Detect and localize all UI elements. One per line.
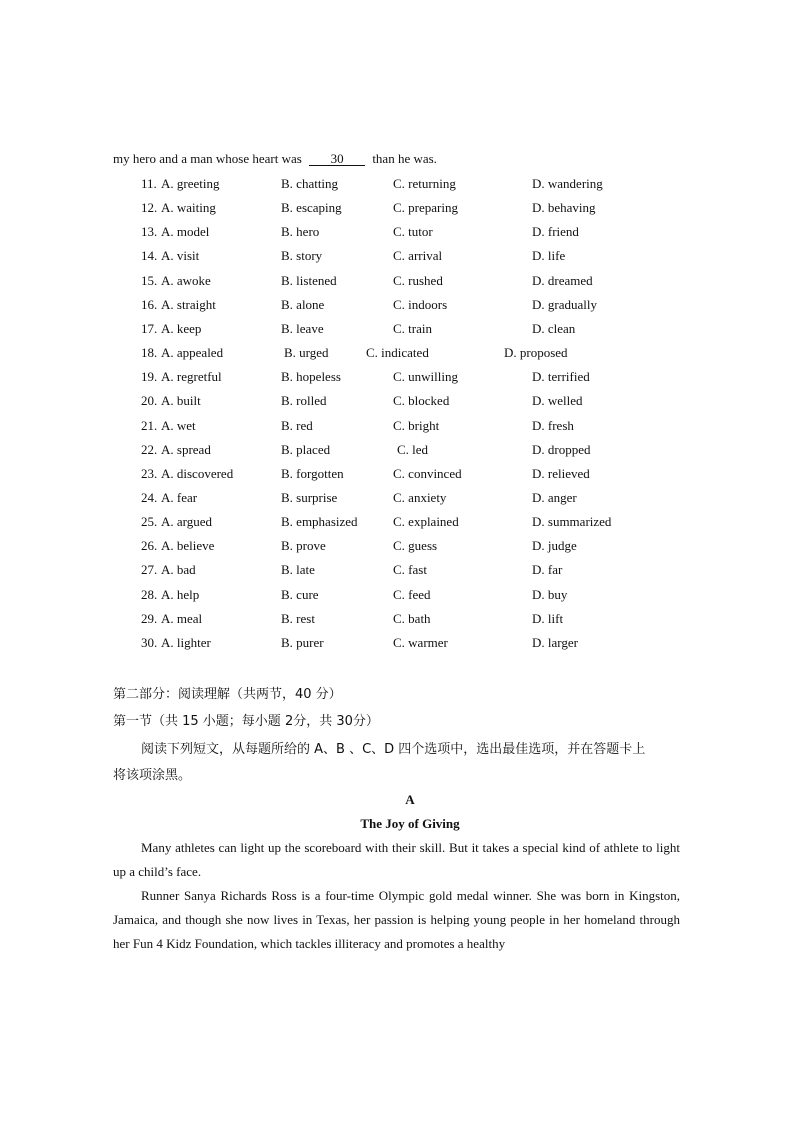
- option-c: C. convinced: [393, 465, 462, 481]
- option-b: B. leave: [281, 320, 324, 336]
- option-d: D. gradually: [532, 296, 597, 312]
- question-number: 28.: [141, 586, 158, 602]
- option-a: A. believe: [161, 538, 215, 554]
- question-row: [0, 466, 794, 486]
- question-row: [0, 418, 794, 438]
- option-c: C. feed: [393, 586, 431, 602]
- option-b: B. prove: [281, 538, 326, 554]
- question-row: [0, 538, 794, 558]
- option-d: D. far: [532, 562, 563, 578]
- option-d: D. relieved: [532, 465, 590, 481]
- option-a: A. greeting: [161, 176, 220, 191]
- option-d: D. larger: [532, 634, 578, 650]
- option-a: A. wet: [161, 417, 196, 433]
- option-d: D. fresh: [532, 417, 574, 433]
- option-b: B. escaping: [281, 200, 342, 216]
- question-number: 18.: [141, 345, 158, 361]
- option-c: C. warmer: [393, 634, 448, 650]
- question-number: 16.: [141, 296, 158, 312]
- option-d: D. clean: [532, 320, 576, 336]
- question-number: 14.: [141, 248, 158, 264]
- option-a: A. argued: [161, 514, 213, 530]
- question-number: 24.: [141, 489, 158, 505]
- question-row: [0, 442, 794, 462]
- option-a: A. visit: [161, 248, 200, 264]
- passage-paragraph-2: Runner Sanya Richards Ross is a four-time Olympic gold medal winner. She was born in Kingston, Jamaica, and though she now lives in Texas, her passion is helping young people in her homeland through her Fun 4 Kidz Foundation, which tackles illiteracy and promotes a healthy: [113, 888, 680, 951]
- part-title: 第二部分：阅读理解（共两节，40 分）: [113, 687, 342, 702]
- option-a: A. appealed: [161, 345, 224, 361]
- question-number: 27.: [141, 562, 158, 578]
- option-b: B. hopeless: [281, 369, 341, 385]
- question-row: [0, 393, 794, 413]
- question-number: 21.: [141, 417, 158, 433]
- intro-before: my hero and a man whose heart was: [113, 151, 302, 166]
- option-d: D. summarized: [532, 514, 612, 530]
- question-number: 15.: [141, 272, 158, 288]
- option-b: B. rolled: [281, 393, 327, 409]
- option-c: C. unwilling: [393, 369, 459, 385]
- option-d: D. terrified: [532, 369, 590, 385]
- option-c: C. led: [397, 441, 429, 457]
- question-row: [0, 176, 794, 196]
- option-a: A. model: [161, 224, 210, 240]
- option-d: D. welled: [532, 393, 583, 409]
- option-b: B. hero: [281, 224, 320, 240]
- question-row: [0, 321, 794, 341]
- question-number: 26.: [141, 538, 158, 554]
- option-d: D. proposed: [504, 345, 568, 361]
- option-a: A. bad: [161, 562, 196, 578]
- option-c: C. tutor: [393, 224, 433, 240]
- question-row: [0, 562, 794, 582]
- option-d: D. friend: [532, 224, 579, 240]
- option-c: C. anxiety: [393, 489, 447, 505]
- option-a: A. lighter: [161, 634, 211, 650]
- option-d: D. dreamed: [532, 272, 593, 288]
- option-a: A. fear: [161, 489, 198, 505]
- option-a: A. meal: [161, 610, 203, 626]
- option-d: D. judge: [532, 538, 577, 554]
- option-a: A. regretful: [161, 369, 222, 385]
- question-row: [0, 345, 794, 365]
- option-c: C. bath: [393, 610, 431, 626]
- option-c: C. arrival: [393, 248, 443, 264]
- question-number: 12.: [141, 200, 158, 216]
- option-d: D. dropped: [532, 441, 591, 457]
- option-c: C. guess: [393, 538, 438, 554]
- question-number: 20.: [141, 393, 158, 409]
- question-number: 29.: [141, 610, 158, 626]
- question-row: [0, 248, 794, 268]
- option-c: C. fast: [393, 562, 427, 578]
- question-row: [0, 200, 794, 220]
- option-b: B. rest: [281, 610, 315, 626]
- passage-title: The Joy of Giving: [360, 816, 460, 831]
- instruction-line-1: 阅读下列短文，从每题所给的 A、B 、C、D 四个选项中，选出最佳选项，并在答题卡上: [141, 742, 646, 757]
- option-a: A. built: [161, 393, 201, 409]
- option-d: D. life: [532, 248, 566, 264]
- question-number: 30.: [141, 634, 158, 650]
- option-c: C. rushed: [393, 272, 443, 288]
- option-b: B. placed: [281, 441, 331, 457]
- option-a: A. straight: [161, 296, 216, 312]
- passage-paragraph-1: Many athletes can light up the scoreboard with their skill. But it takes a special kind of athlete to light up a child’s face.: [113, 840, 680, 879]
- option-b: B. alone: [281, 296, 325, 312]
- option-d: D. buy: [532, 586, 568, 602]
- option-b: B. listened: [281, 272, 337, 288]
- option-a: A. awoke: [161, 272, 211, 288]
- option-b: B. urged: [284, 345, 329, 361]
- option-b: B. late: [281, 562, 315, 578]
- question-row: [0, 369, 794, 389]
- option-a: A. spread: [161, 441, 211, 457]
- question-number: 17.: [141, 320, 158, 336]
- answer-blank: 30: [309, 152, 365, 166]
- option-c: C. indoors: [393, 296, 448, 312]
- option-d: D. behaving: [532, 200, 596, 216]
- question-row: [0, 490, 794, 510]
- option-b: B. purer: [281, 634, 324, 650]
- option-b: B. cure: [281, 586, 319, 602]
- question-row: [0, 514, 794, 534]
- question-number: 19.: [141, 369, 158, 385]
- question-row: [0, 297, 794, 317]
- option-a: A. waiting: [161, 200, 216, 216]
- option-d: D. lift: [532, 610, 564, 626]
- question-row: [0, 611, 794, 631]
- question-row: [0, 635, 794, 655]
- option-d: D. anger: [532, 489, 577, 505]
- question-number: 22.: [141, 441, 158, 457]
- intro-line: [113, 151, 437, 167]
- option-c: C. returning: [393, 176, 456, 191]
- intro-after: than he was.: [372, 151, 437, 166]
- passage-letter: A: [405, 792, 415, 807]
- question-number: 23.: [141, 465, 158, 481]
- question-row: [0, 587, 794, 607]
- option-c: C. blocked: [393, 393, 450, 409]
- option-c: C. indicated: [366, 345, 429, 361]
- option-b: B. forgotten: [281, 465, 344, 481]
- instruction-line-2: 将该项涂黑。: [113, 768, 192, 783]
- option-b: B. surprise: [281, 489, 338, 505]
- option-c: C. preparing: [393, 200, 458, 216]
- option-b: B. emphasized: [281, 514, 358, 530]
- section-subtitle: 第一节（共 15 小题；每小题 2分，共 30分）: [113, 714, 379, 729]
- question-row: [0, 273, 794, 293]
- question-row: [0, 224, 794, 244]
- question-number: 11.: [141, 176, 157, 191]
- option-d: D. wandering: [532, 176, 603, 191]
- option-b: B. chatting: [281, 176, 339, 191]
- option-c: C. bright: [393, 417, 440, 433]
- option-b: B. red: [281, 417, 313, 433]
- option-a: A. keep: [161, 320, 202, 336]
- question-number: 13.: [141, 224, 158, 240]
- option-a: A. help: [161, 586, 200, 602]
- question-number: 25.: [141, 514, 158, 530]
- option-a: A. discovered: [161, 465, 234, 481]
- option-c: C. explained: [393, 514, 459, 530]
- option-b: B. story: [281, 248, 323, 264]
- option-c: C. train: [393, 320, 432, 336]
